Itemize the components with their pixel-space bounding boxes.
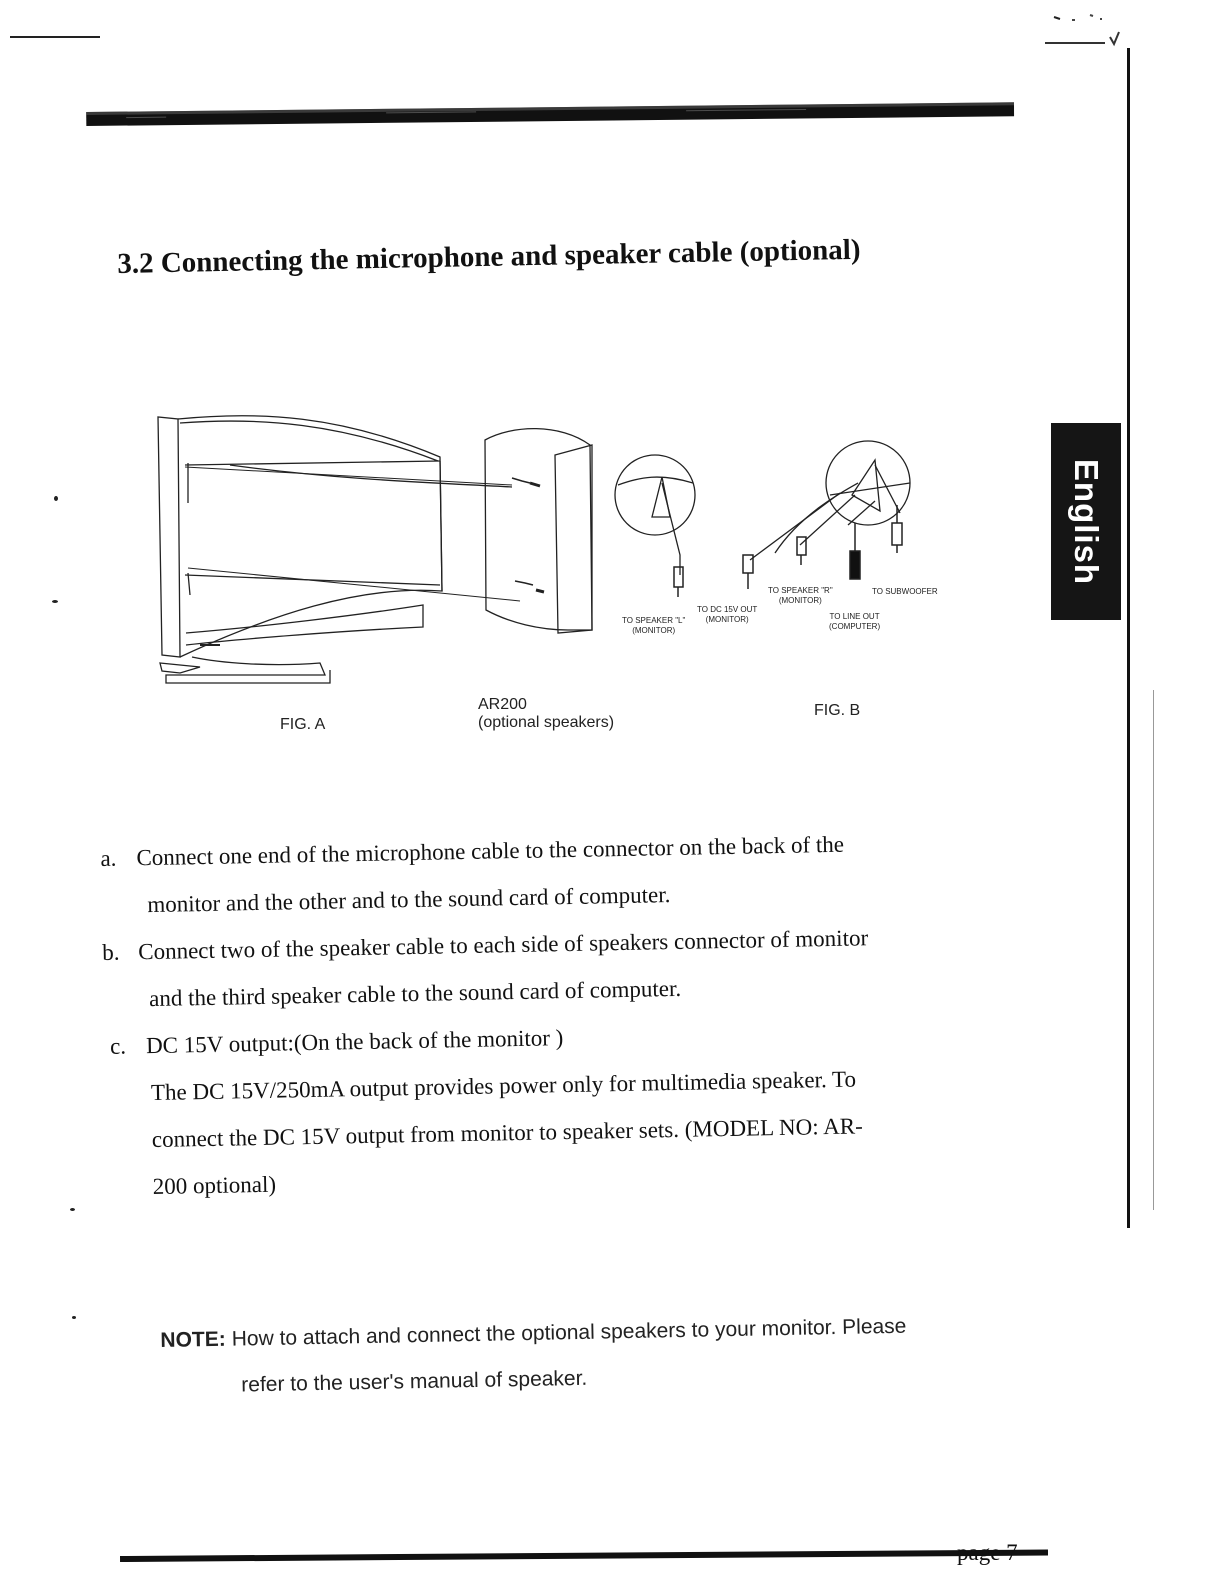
scan-speck <box>70 1208 75 1211</box>
header-bar <box>86 94 1014 138</box>
item-text-continued: and the third speaker cable to the sound card of computer. <box>148 975 682 1012</box>
instruction-list <box>100 817 1067 1211</box>
scan-speck <box>54 496 58 501</box>
item-text-continued: monitor and the other and to the sound card of computer. <box>147 882 671 918</box>
note-block <box>160 1300 1092 1410</box>
item-text: DC 15V output:(On the back of the monitor ) <box>145 1025 564 1059</box>
note-label: NOTE: <box>160 1327 226 1352</box>
note-text: How to attach and connect the optional speakers to your monitor. Please <box>231 1314 907 1351</box>
language-tab <box>1051 423 1121 620</box>
page-number: page 7 <box>957 1540 1018 1565</box>
detail-circle-left <box>615 455 695 575</box>
footer-rule <box>120 1550 1048 1562</box>
instruction-item-b <box>102 911 1064 1023</box>
speaker-model-caption <box>478 696 614 732</box>
instruction-item-c <box>104 1005 1067 1211</box>
figure-b-caption: FIG. B <box>814 702 861 719</box>
speaker-model-name: AR200 <box>478 696 527 713</box>
plug-icons <box>674 505 902 597</box>
speaker-illustration <box>485 429 592 633</box>
connector-label-speaker-left: TO SPEAKER "L" (MONITOR) <box>622 616 686 635</box>
connector-label-speaker-right: TO SPEAKER "R" (MONITOR) <box>768 586 833 605</box>
speaker-model-subtitle: (optional speakers) <box>478 714 615 731</box>
connector-label-subwoofer: TO SUBWOOFER <box>872 587 938 596</box>
connector-label-dc-out: TO DC 15V OUT (MONITOR) <box>697 605 758 624</box>
figure-a-caption: FIG. A <box>280 716 326 733</box>
item-text: Connect one end of the microphone cable to the connector on the back of the <box>136 831 845 871</box>
connection-diagram <box>140 405 960 695</box>
instruction-item-a <box>100 817 1062 929</box>
connector-label-line-out: TO LINE OUT (COMPUTER) <box>829 612 881 631</box>
item-marker: c. <box>109 1033 127 1059</box>
page-edge-line <box>1127 48 1130 1228</box>
item-text-continued: 200 optional) <box>152 1171 277 1200</box>
section-title: 3.2 Connecting the microphone and speaker cable (optional) <box>117 233 861 280</box>
scan-speck <box>72 1316 76 1319</box>
item-text-continued: The DC 15V/250mA output provides power only for multimedia speaker. To <box>150 1066 857 1106</box>
scan-artifact-marks <box>1040 5 1120 50</box>
scan-artifact-line <box>10 36 100 38</box>
page-edge-line-faint <box>1153 690 1154 1210</box>
scan-speck <box>52 600 58 603</box>
detail-circle-right <box>750 441 910 560</box>
item-marker: b. <box>102 939 120 965</box>
language-tab-label: English <box>1068 458 1105 585</box>
item-marker: a. <box>100 845 117 871</box>
monitor-illustration <box>158 416 520 683</box>
item-text-continued: connect the DC 15V output from monitor to speaker sets. (MODEL NO: AR- <box>151 1113 863 1153</box>
item-text: Connect two of the speaker cable to each side of speakers connector of monitor <box>138 925 869 965</box>
note-text-continued: refer to the user's manual of speaker. <box>241 1366 588 1397</box>
